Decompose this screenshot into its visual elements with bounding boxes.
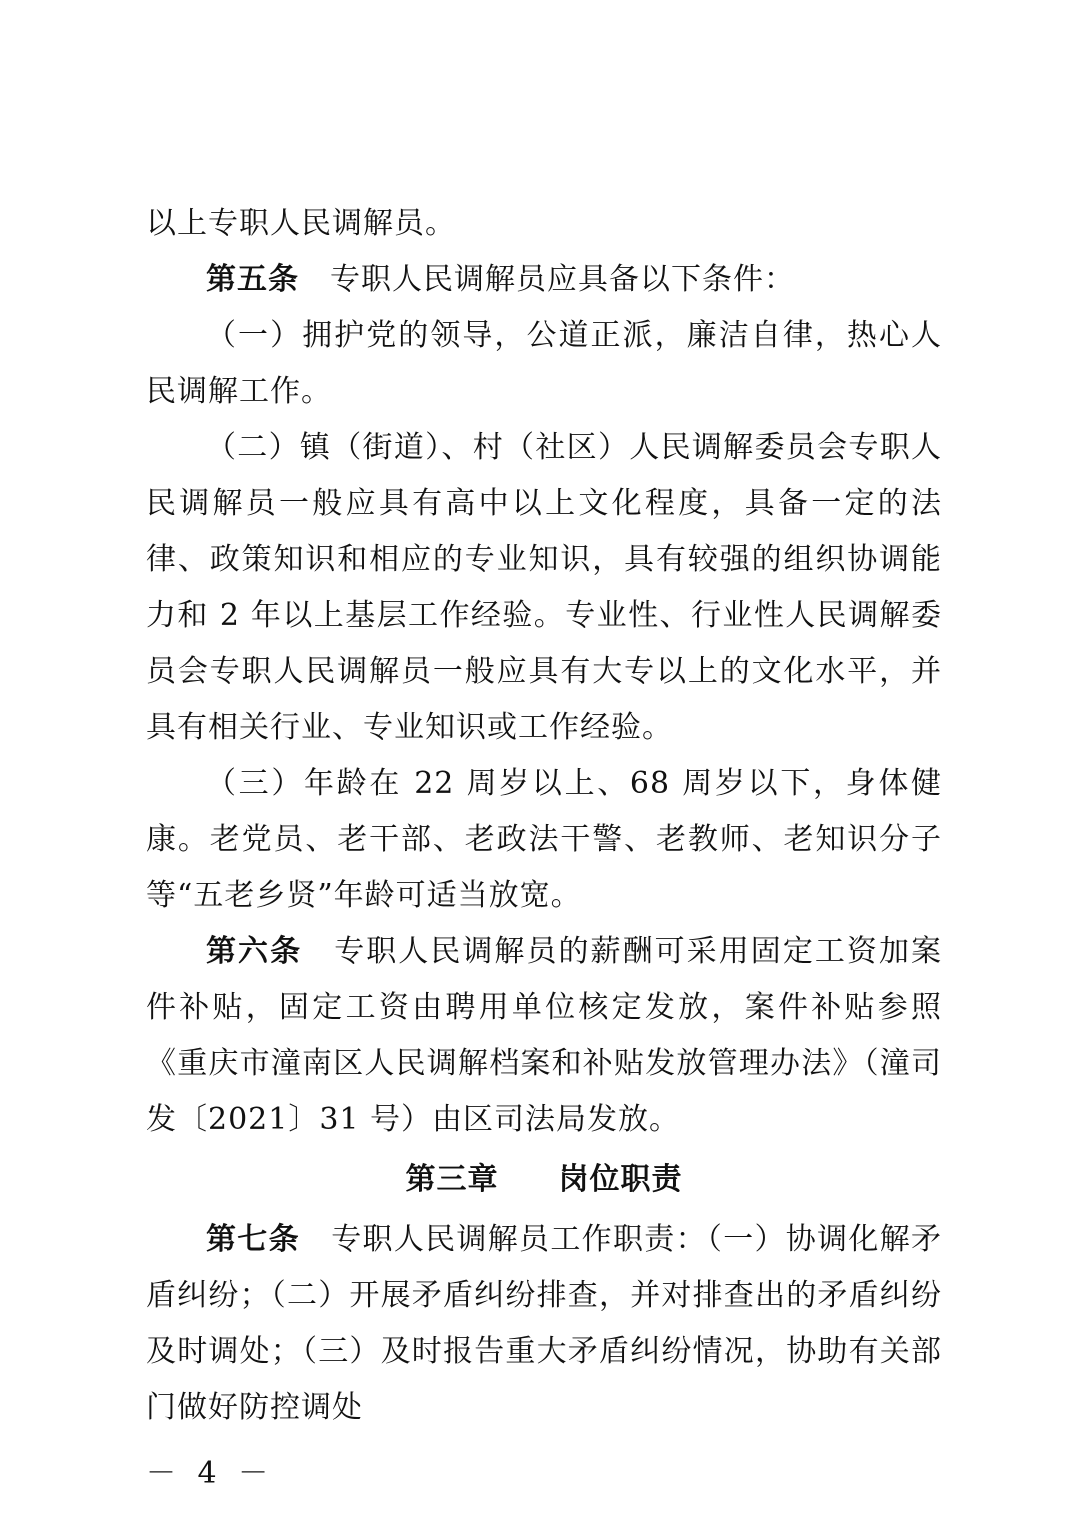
paragraph-text: 专职人民调解员应具备以下条件： xyxy=(330,262,795,297)
article-7 xyxy=(146,1212,942,1436)
article-heading: 第五条 xyxy=(206,262,299,297)
article-5-item-2 xyxy=(146,420,942,756)
chapter-number: 第三章 xyxy=(405,1162,499,1197)
chapter-heading xyxy=(146,1148,942,1212)
paragraph-text: （三）年龄在 22 周岁以上、68 周岁以下，身体健康。老党员、老干部、老政法干警、老教师、老知识分子等“五老乡贤”年龄可适当放宽。 xyxy=(146,766,942,913)
article-5-item-3 xyxy=(146,756,942,924)
document-body xyxy=(146,196,942,1436)
article-6 xyxy=(146,924,942,1148)
page-number: － 4 － xyxy=(146,1456,275,1491)
article-5-item-1 xyxy=(146,308,942,420)
paragraph-text: （一）拥护党的领导，公道正派，廉洁自律，热心人民调解工作。 xyxy=(146,318,942,409)
article-heading: 第七条 xyxy=(206,1222,300,1257)
paragraph-text: 专职人民调解员的薪酬可采用固定工资加案件补贴，固定工资由聘用单位核定发放，案件补贴参照《重庆市潼南区人民调解档案和补贴发放管理办法》（潼司发〔2021〕31 号）由区司法局发放。 xyxy=(146,934,943,1137)
paragraph-text: 以上专职人民调解员。 xyxy=(146,206,456,241)
paragraph-continuation xyxy=(146,196,942,252)
article-heading: 第六条 xyxy=(206,934,303,969)
article-5 xyxy=(146,252,942,308)
chapter-title: 岗位职责 xyxy=(558,1162,683,1197)
paragraph-text: （二）镇（街道）、村（社区）人民调解委员会专职人民调解员一般应具有高中以上文化程度，具备一定的法律、政策知识和相应的专业知识，具有较强的组织协调能力和 2 年以上基层工作经验。专业性、行业性人民调解委员会专职人民调解员一般应具有大专以上的文化水平，并具有相关行业、专业知识或工作经验。 xyxy=(146,430,942,745)
paragraph-text: 专职人民调解员工作职责：（一）协调化解矛盾纠纷；（二）开展矛盾纠纷排查，并对排查出的矛盾纠纷及时调处；（三）及时报告重大矛盾纠纷情况，协助有关部门做好防控调处 xyxy=(146,1222,943,1425)
